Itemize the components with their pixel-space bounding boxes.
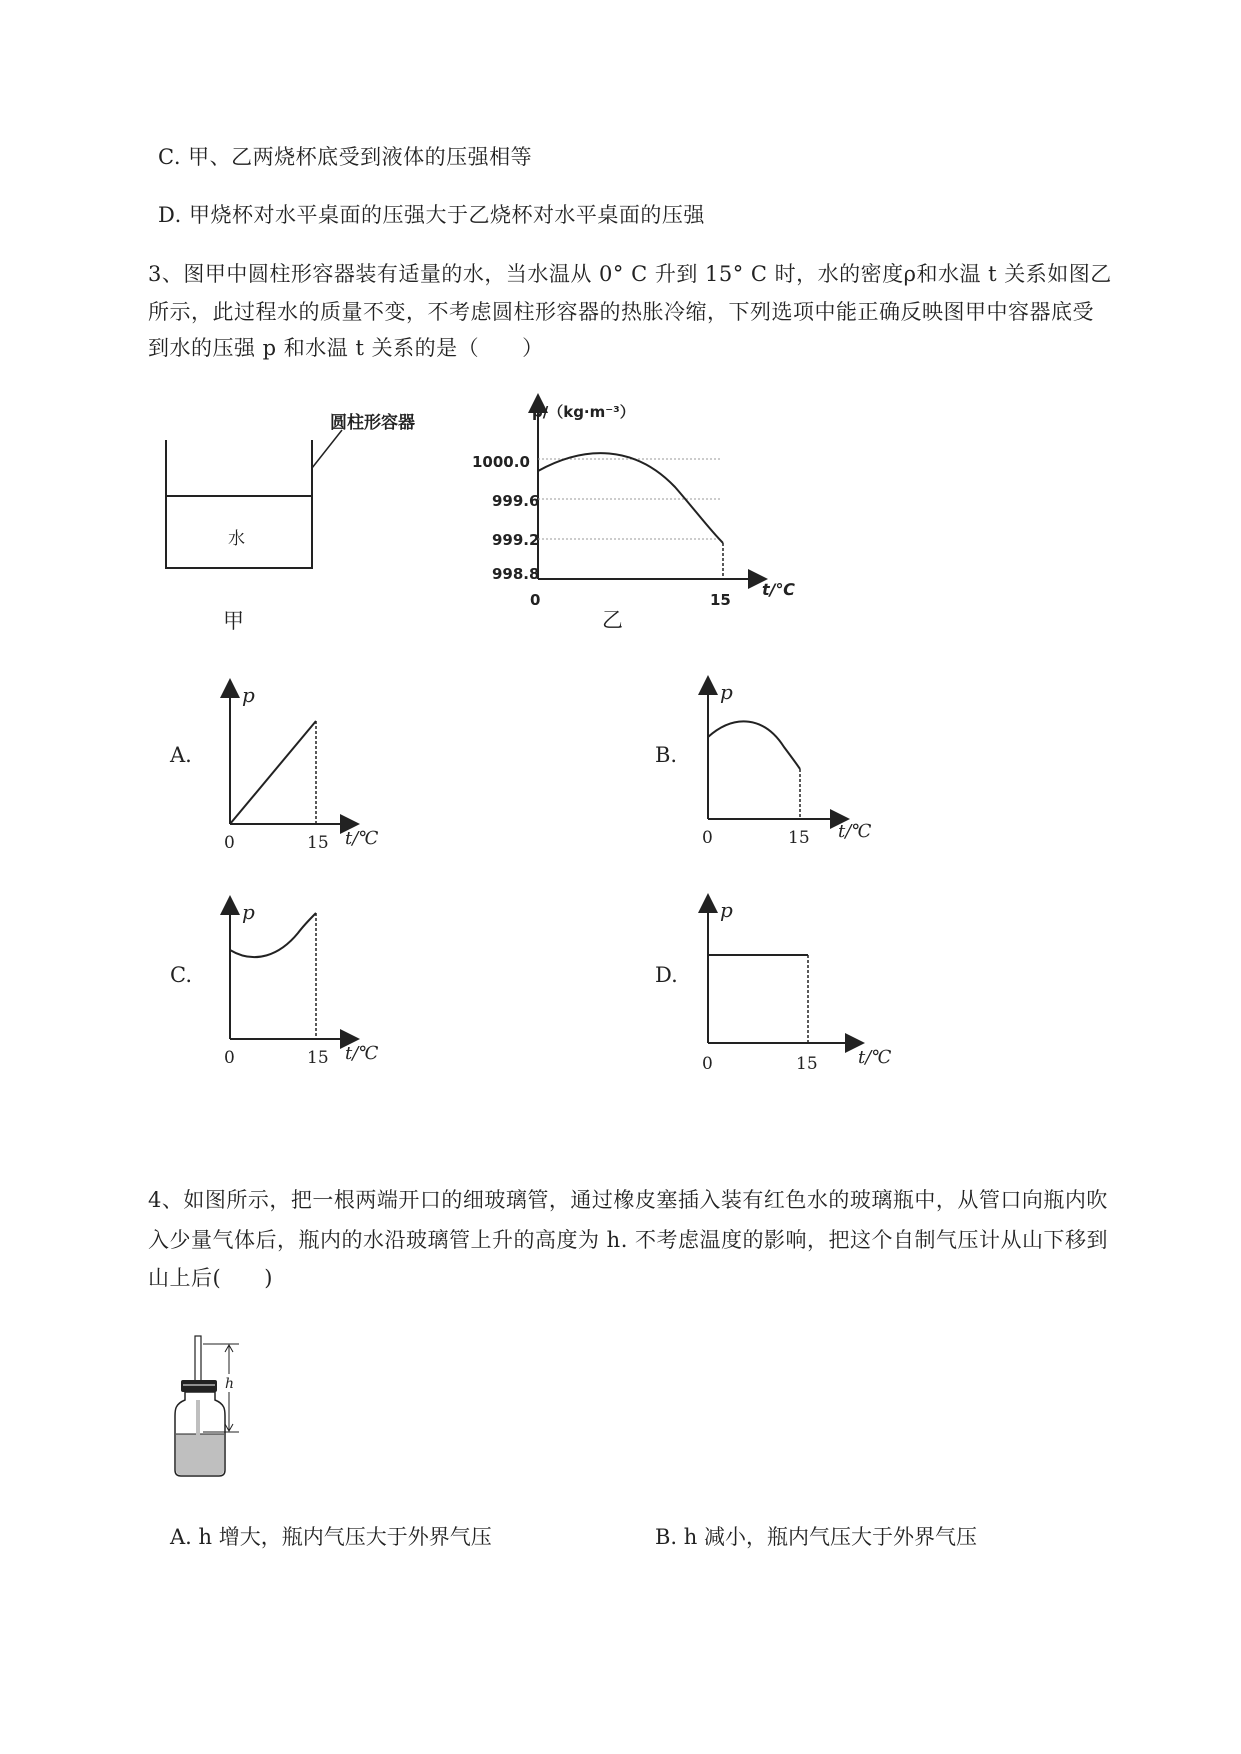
choice-c-letter: C. [170,963,192,987]
choice-a-x-tick-15: 15 [307,833,329,853]
q3-stem-line-3: 到水的压强 p 和水温 t 关系的是（ ） [148,336,544,360]
figure-yi-caption: 乙 [602,608,623,632]
q2-option-d: D. 甲烧杯对水平桌面的压强大于乙烧杯对水平桌面的压强 [158,203,705,227]
choice-d-letter: D. [655,963,678,987]
choice-b-x-tick-0: 0 [702,828,713,848]
q4-option-b: B. h 减小，瓶内气压大于外界气压 [655,1525,977,1549]
q3-stem-line-2: 所示，此过程水的质量不变，不考虑圆柱形容器的热胀冷缩，下列选项中能正确反映图甲中容器底受 [148,300,1094,324]
q4-stem-line-1: 4、如图所示，把一根两端开口的细玻璃管，通过橡皮塞插入装有红色水的玻璃瓶中，从管口向瓶内吹 [148,1188,1108,1212]
figure-jia-caption: 甲 [223,609,244,633]
choice-c-x-tick-0: 0 [224,1048,235,1068]
choice-a-x-label: t/℃ [345,828,379,849]
choice-a-x-tick-0: 0 [224,833,235,853]
choice-b-letter: B. [655,743,678,767]
choice-d-y-label: p [720,898,733,922]
figure-yi-density-chart [472,395,810,635]
q4-option-a: A. h 增大，瓶内气压大于外界气压 [170,1525,492,1549]
choice-c-graph [200,895,400,1068]
choice-b-graph [680,675,890,848]
x-axis-label: t/℃ [762,580,795,599]
choice-d-x-label: t/℃ [858,1047,892,1068]
barometer-bottle-figure [165,1330,275,1478]
y-tick-1000-0: 1000.0 [472,453,530,471]
choice-c-y-label: p [242,900,255,924]
choice-a-letter: A. [170,743,192,767]
choice-b-x-label: t/℃ [838,821,872,842]
choice-a-graph [200,678,400,853]
q2-option-c: C. 甲、乙两烧杯底受到液体的压强相等 [158,145,533,169]
choice-c-x-label: t/℃ [345,1043,379,1064]
water-label: 水 [228,529,245,549]
container-label: 圆柱形容器 [330,413,415,433]
choice-d-graph [680,893,900,1073]
q4-stem-line-2: 入少量气体后，瓶内的水沿玻璃管上升的高度为 h. 不考虑温度的影响，把这个自制气压计从山下移到 [148,1228,1109,1252]
q4-stem-line-3: 山上后( ) [148,1266,273,1290]
choice-d-x-tick-0: 0 [702,1054,713,1074]
choice-c-x-tick-15: 15 [307,1048,329,1068]
y-axis-label: ρ/（kg·m⁻³） [532,403,635,421]
figure-jia-container [150,400,470,640]
y-tick-999-2: 999.2 [492,531,540,549]
y-tick-999-6: 999.6 [492,492,540,510]
q3-stem-line-1: 3、图甲中圆柱形容器装有适量的水，当水温从 0° C 升到 15° C 时，水的密度ρ和水温 t 关系如图乙 [148,262,1112,286]
x-tick-15: 15 [710,591,731,609]
choice-a-y-label: p [242,683,255,707]
x-tick-0: 0 [530,591,541,609]
choice-b-x-tick-15: 15 [788,828,810,848]
h-label: h [225,1376,235,1392]
choice-b-y-label: p [720,680,733,704]
y-tick-998-8: 998.8 [492,565,540,583]
choice-d-x-tick-15: 15 [796,1054,818,1074]
